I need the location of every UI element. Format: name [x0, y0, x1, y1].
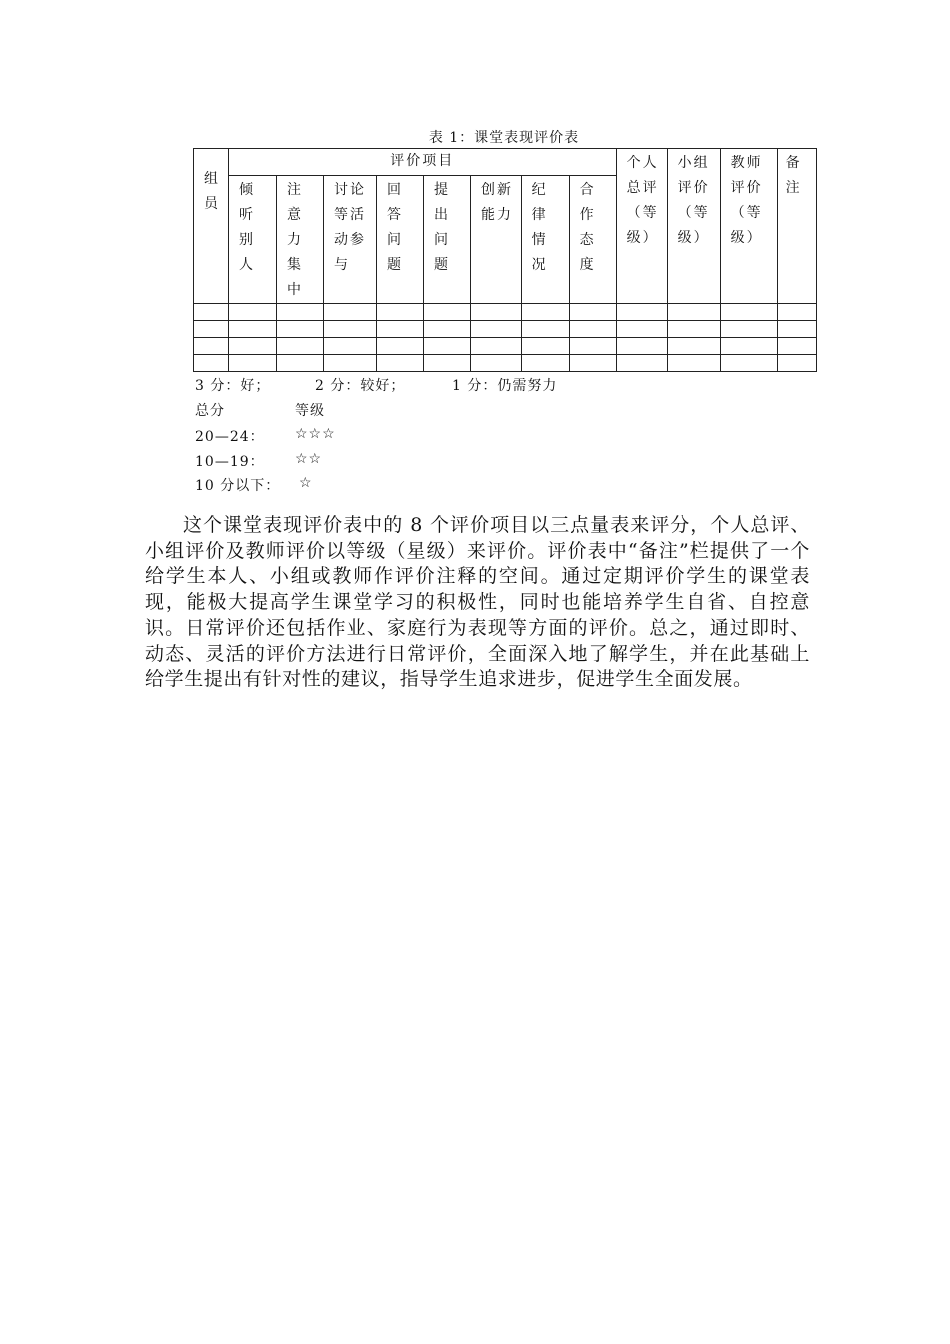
total-score-label: 总分 [195, 403, 225, 419]
grade-range: 20—24： [195, 429, 265, 445]
grade-range: 10 分以下： [195, 478, 281, 494]
header-remarks: 备注 [777, 149, 816, 304]
grade-stars: ☆ [299, 475, 313, 491]
table-row [194, 338, 817, 355]
header-evaluation-items: 评价项目 [229, 149, 617, 176]
header-individual-total: 个人总评（等级） [616, 149, 667, 304]
header-group-eval: 小组评价（等级） [667, 149, 720, 304]
item-creativity: 创新能力 [471, 176, 522, 304]
score-3-label: 3 分：好； [195, 378, 271, 394]
item-discussion: 讨论等活动参与 [324, 176, 377, 304]
header-group-members: 组员 [194, 149, 229, 304]
item-cooperation: 合作态度 [569, 176, 616, 304]
grade-label: 等级 [295, 403, 325, 419]
item-listening: 倾听别人 [229, 176, 277, 304]
table-caption: 表 1：课堂表现评价表 [428, 130, 580, 146]
table-row [194, 304, 817, 321]
header-teacher-eval: 教师评价（等级） [720, 149, 777, 304]
grade-stars: ☆☆ [295, 451, 323, 467]
item-attention: 注意力集中 [277, 176, 324, 304]
item-asking: 提出问题 [424, 176, 471, 304]
item-discipline: 纪律情况 [521, 176, 569, 304]
score-1-label: 1 分：仍需努力 [452, 378, 558, 394]
table-row [194, 321, 817, 338]
grade-range: 10—19： [195, 454, 265, 470]
body-paragraph: 这个课堂表现评价表中的 8 个评价项目以三点量表来评分，个人总评、小组评价及教师评价以等级（星级）来评价。评价表中“备注”栏提供了一个给学生本人、小组或教师作评价注释的空间。通过定期评价学生的课堂表现，能极大提高学生课堂学习的积极性，同时也能培养学生自省、自控意识。日常评价还包括作业、家庭行为表现等方面的评价。总之，通过即时、动态、灵活的评价方法进行日常评价，全面深入地了解学生，并在此基础上给学生提出有针对性的建议，指导学生追求进步，促进学生全面发展。 [145, 514, 810, 691]
item-answering: 回答问题 [377, 176, 424, 304]
table-row [194, 355, 817, 372]
evaluation-table [193, 148, 817, 372]
grade-stars: ☆☆☆ [295, 426, 336, 442]
score-2-label: 2 分：较好； [315, 378, 406, 394]
